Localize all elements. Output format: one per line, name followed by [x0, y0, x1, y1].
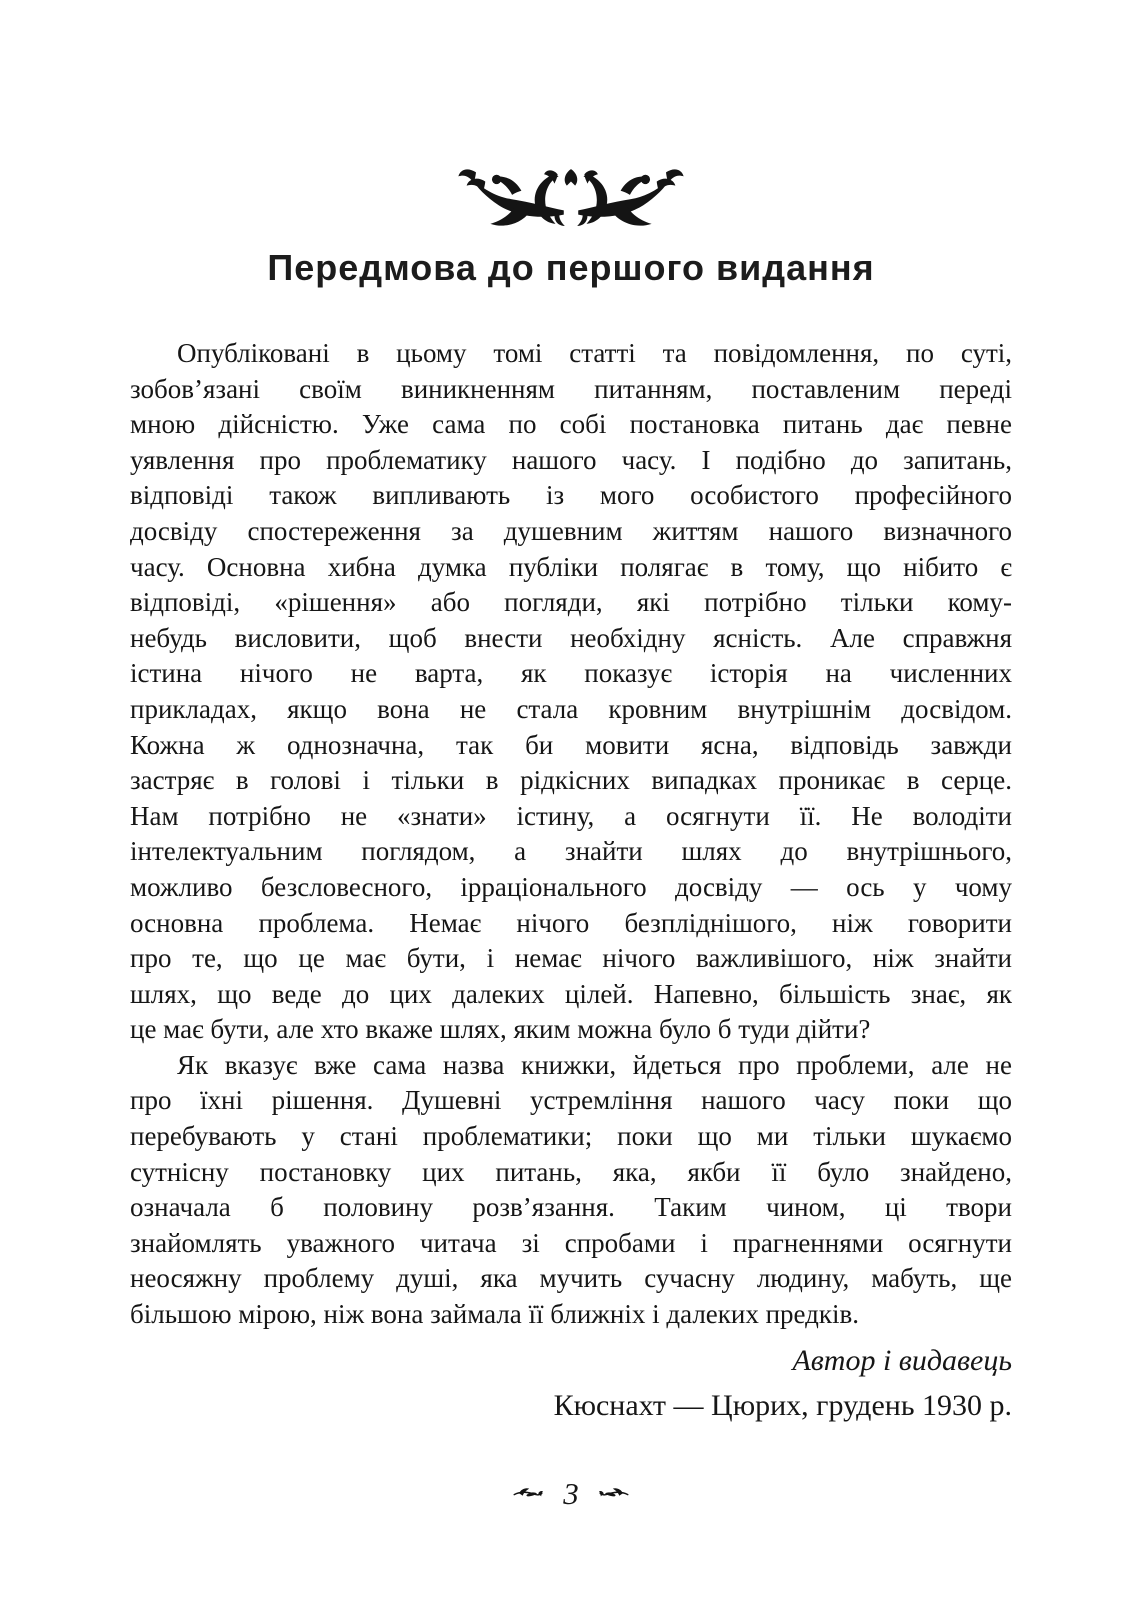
text-line: Як вказує вже сама назва книжки, йдеться про проблеми, але не	[177, 1049, 1012, 1080]
preface-body	[130, 336, 1012, 1333]
page-number: 3	[563, 1476, 579, 1511]
text-line: це має бути, але хто вкаже шлях, яким можна було б туди дійти?	[130, 1014, 871, 1045]
text-line: прикладах, якщо вона не стала кровним внутрішнім досвідом.	[130, 693, 1012, 724]
text-line: означала б половину розв’язання. Таким чином, ці твори	[130, 1192, 1012, 1223]
chapter-title: Передмова до першого видання	[267, 247, 875, 288]
text-line: уявлення про проблематику нашого часу. І подібно до запитань,	[130, 444, 1012, 475]
text-line: перебувають у стані проблематики; поки що ми тільки шукаємо	[130, 1121, 1012, 1152]
page-footer	[0, 1476, 1142, 1512]
text-line: можливо безсловесного, ірраціонального досвіду — ось у чому	[130, 871, 1012, 902]
text-line: інтелектуальним поглядом, а знайти шлях до внутрішнього,	[130, 836, 1012, 867]
text-line: основна проблема. Немає нічого безпліднішого, ніж говорити	[130, 907, 1012, 938]
text-line: сутнісну постановку цих питань, яка, якби її було знайдено,	[130, 1156, 1012, 1187]
text-line: небудь висловити, щоб внести необхідну ясність. Але справжня	[130, 622, 1012, 653]
text-line: досвіду спостереження за душевним життям нашого визначного	[130, 515, 1012, 546]
text-line: зобов’язані своїм виникненням питанням, поставленим переді	[130, 373, 1012, 404]
text-line: застряє в голові і тільки в рідкісних випадках проникає в серце.	[130, 765, 1012, 796]
text-line: відповіді, «рішення» або погляди, які потрібно тільки кому-	[130, 587, 1012, 618]
text-line: неосяжну проблему душі, яка мучить сучасну людину, мабуть, ще	[130, 1263, 1012, 1294]
text-line: про те, що це має бути, і немає нічого важливішого, ніж знайти	[130, 943, 1012, 974]
place-dateline: Кюснахт — Цюрих, грудень 1930 р.	[553, 1389, 1012, 1422]
text-line: більшою мірою, ніж вона займала її ближніх і далеких предків.	[130, 1299, 860, 1330]
text-line: шлях, що веде до цих далеких цілей. Напевно, більшість знає, як	[130, 978, 1012, 1009]
text-line: мною дійсністю. Уже сама по собі постановка питань дає певне	[130, 409, 1012, 440]
signature-block	[130, 1338, 1012, 1428]
text-line: Опубліковані в цьому томі статті та повідомлення, по суті,	[177, 338, 1012, 368]
text-line: Нам потрібно не «знати» істину, а осягнути її. Не володіти	[130, 800, 1012, 831]
text-line: знайомлять уважного читача зі спробами і прагненнями осягнути	[130, 1227, 1012, 1258]
leaf-sprig-right-icon	[599, 1486, 629, 1502]
text-line: Кожна ж однозначна, так би мовити ясна, відповідь завжди	[130, 729, 1012, 760]
text-line: істина нічого не варта, як показує історія на численних	[130, 658, 1012, 689]
text-line: про їхні рішення. Душевні устремління нашого часу поки що	[130, 1085, 1012, 1116]
text-line: часу. Основна хибна думка публіки полягає в тому, що нібито є	[130, 551, 1012, 582]
author-signature: Автор і видавець	[792, 1344, 1012, 1377]
text-line: відповіді також випливають із мого особистого професійного	[130, 480, 1012, 511]
leaf-sprig-left-icon	[513, 1486, 543, 1502]
floral-ornament-icon	[0, 166, 1142, 233]
